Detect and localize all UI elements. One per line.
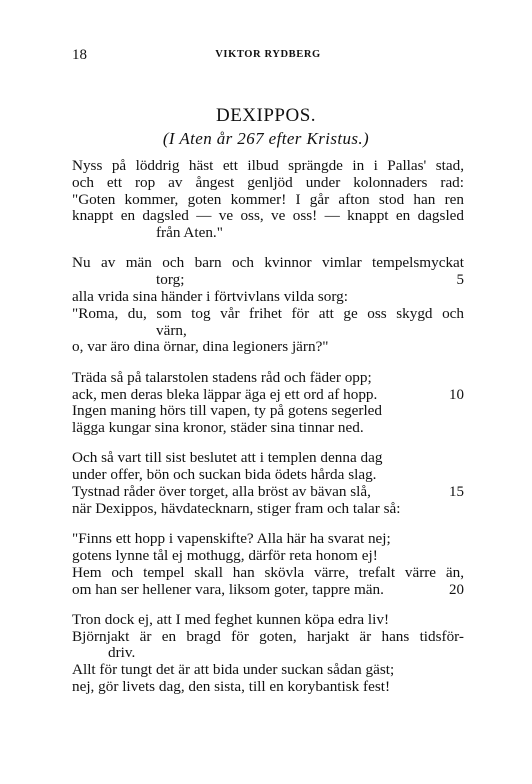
verse-line: Ingen maning hörs till vapen, ty på gotens segerled	[72, 402, 383, 420]
line-number: 20	[449, 581, 464, 598]
verse-line: och ett rop av ångest genljöd under kolonnaders rad:	[72, 173, 464, 191]
verse-line-continuation: driv.	[108, 644, 136, 662]
line-number: 15	[449, 484, 464, 501]
poem-subtitle: (I Aten år 267 efter Kristus.)	[162, 129, 370, 148]
verse-line: alla vrida sina händer i förtvivlans vilda sorg:	[72, 288, 348, 306]
page-header	[72, 47, 464, 65]
verse-line: nej, gör livets dag, den sista, till en korybantisk fest!	[72, 678, 391, 696]
verse-line: gotens lynne tål ej mothugg, därför reta honom ej!	[72, 546, 378, 564]
poem-body	[72, 158, 464, 709]
verse-line-continuation: torg; 5	[156, 271, 464, 289]
verse-line: knappt en dagsled — ve oss, ve oss! — knappt en dagsled	[72, 207, 464, 225]
verse-line: Och så vart till sist beslutet att i templen denna dag	[72, 449, 383, 467]
line-number: 10	[449, 386, 464, 403]
verse-line: Tron dock ej, att I med feghet kunnen köpa edra liv!	[72, 610, 390, 628]
verse-line: Nu av män och barn och kvinnor vimlar tempelsmyckat	[72, 254, 464, 272]
verse-line: "Roma, du, som tog vår frihet för att ge oss skygd och	[72, 304, 464, 322]
verse-line: Tystnad råder över torget, alla bröst av bävan slå, 15	[72, 483, 464, 501]
verse-line: lägga kungar sina kronor, städer sina tinnar ned.	[72, 419, 364, 437]
verse-line: Hem och tempel skall han skövla värre, trefalt värre än,	[72, 563, 464, 581]
verse-line: "Finns ett hopp i vapenskifte? Alla här ha svarat nej;	[72, 530, 391, 548]
running-head: VIKTOR RYDBERG	[215, 49, 321, 60]
page-number: 18	[72, 47, 87, 63]
verse-line: under offer, bön och suckan bida ödets hårda slag.	[72, 466, 377, 484]
stanza	[72, 450, 464, 517]
poem-title: DEXIPPOS.	[215, 105, 317, 126]
verse-line: "Goten kommer, goten kommer! I går afton stod han ren	[72, 190, 464, 208]
verse-line: o, var äro dina örnar, dina legioners järn?"	[72, 338, 329, 356]
stanza	[72, 158, 464, 242]
verse-line: Nyss på löddrig häst ett ilbud sprängde in i Pallas' stad,	[72, 157, 464, 174]
stanza	[72, 370, 464, 437]
verse-line: när Dexippos, hävdatecknarn, stiger fram och talar så:	[72, 499, 401, 517]
verse-line: Allt för tungt det är att bida under suckan sådan gäst;	[72, 661, 395, 679]
verse-line: ack, men deras bleka läppar äga ej ett ord af hopp. 10	[72, 385, 464, 403]
verse-line-continuation: från Aten."	[156, 224, 223, 242]
verse-line-continuation: värn,	[156, 321, 187, 339]
stanza	[72, 612, 464, 696]
verse-line: om han ser hellener vara, liksom goter, tappre män. 20	[72, 580, 464, 598]
line-number: 5	[456, 272, 464, 289]
verse-line: Träda så på talarstolen stadens råd och fäder opp;	[72, 368, 372, 386]
stanza	[72, 531, 464, 598]
verse-line: Björnjakt är en bragd för goten, harjakt är hans tidsför-	[72, 627, 464, 645]
stanza	[72, 255, 464, 356]
